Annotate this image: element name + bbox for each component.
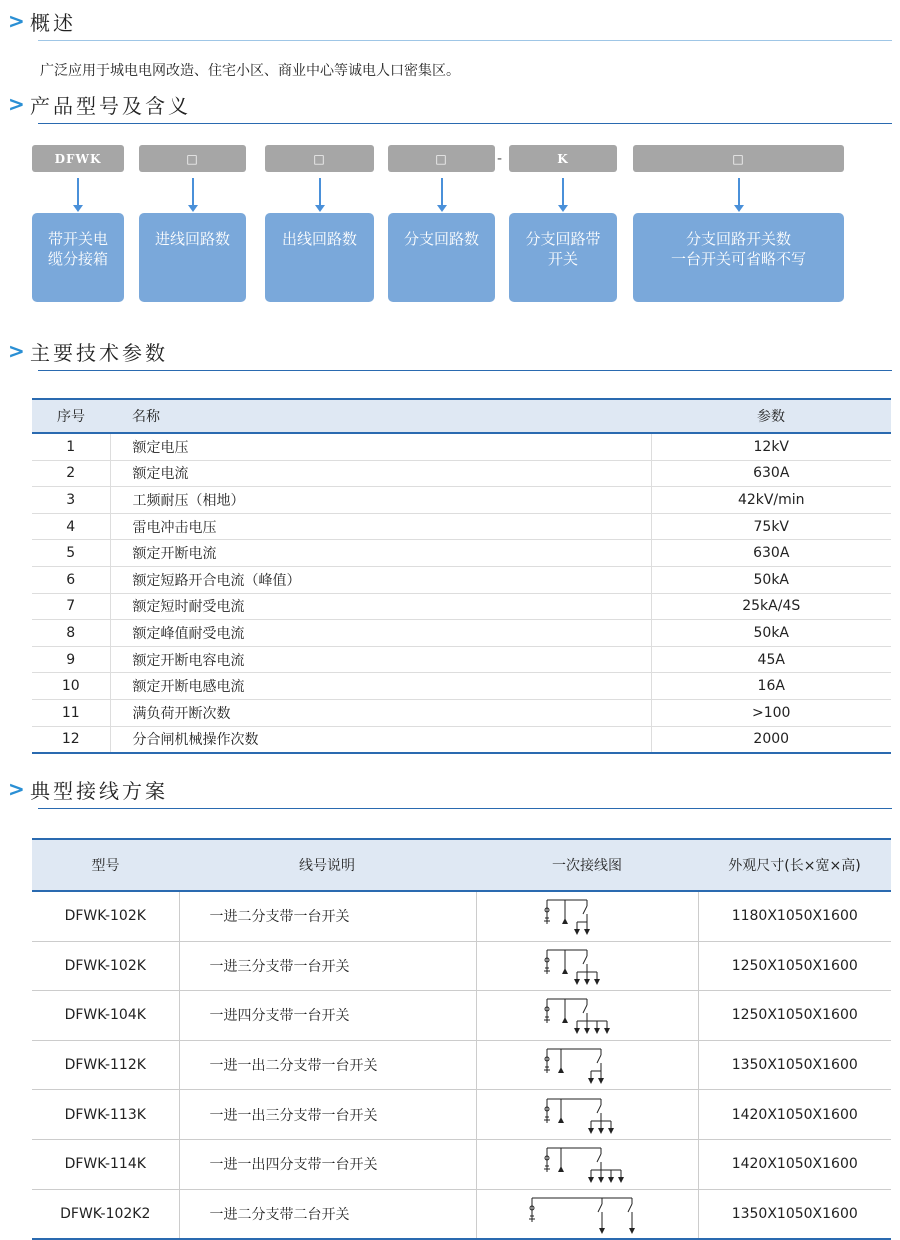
row-index: 4 bbox=[32, 513, 110, 540]
row-index: 6 bbox=[32, 566, 110, 593]
dimensions: 1350X1050X1600 bbox=[698, 1189, 891, 1239]
wiring-diagram-cell bbox=[476, 1090, 698, 1140]
table-row bbox=[32, 513, 891, 540]
inlet-feeder bbox=[544, 950, 550, 974]
section-divider bbox=[38, 123, 892, 124]
line-description: 一进二分支带一台开关 bbox=[179, 891, 476, 941]
model-number: DFWK-102K bbox=[32, 941, 179, 991]
param-value: 42kV/min bbox=[651, 487, 891, 514]
param-value: 75kV bbox=[651, 513, 891, 540]
param-name: 额定开断电流 bbox=[110, 540, 651, 567]
param-name: 额定峰值耐受电流 bbox=[110, 620, 651, 647]
table-row bbox=[32, 566, 891, 593]
model-desc-box: 分支回路带 开关 bbox=[509, 213, 617, 302]
model-code-k: K bbox=[509, 145, 617, 172]
model-number: DFWK-102K2 bbox=[32, 1189, 179, 1239]
table-row bbox=[32, 433, 891, 460]
param-value: 16A bbox=[651, 673, 891, 700]
param-name: 额定开断电感电流 bbox=[110, 673, 651, 700]
param-value: 12kV bbox=[651, 433, 891, 460]
arrow-down-icon bbox=[77, 178, 79, 206]
row-index: 7 bbox=[32, 593, 110, 620]
dimensions: 1180X1050X1600 bbox=[698, 891, 891, 941]
row-index: 2 bbox=[32, 460, 110, 487]
cable-feeder bbox=[562, 950, 568, 974]
model-title: 产品型号及含义 bbox=[30, 93, 191, 118]
table-row bbox=[32, 941, 891, 991]
table-row bbox=[32, 699, 891, 726]
load-switch bbox=[597, 1099, 601, 1119]
param-name: 分合闸机械操作次数 bbox=[110, 726, 651, 753]
param-value: 2000 bbox=[651, 726, 891, 753]
single-line-diagram bbox=[522, 1192, 652, 1236]
wiring-diagram-cell bbox=[476, 1040, 698, 1090]
model-desc-box: 出线回路数 bbox=[265, 213, 374, 302]
wiring-table bbox=[32, 838, 891, 1240]
line-description: 一进一出四分支带一台开关 bbox=[179, 1139, 476, 1189]
col-header: 一次接线图 bbox=[476, 839, 698, 891]
single-line-diagram bbox=[537, 1142, 637, 1186]
row-index: 8 bbox=[32, 620, 110, 647]
wiring-section bbox=[8, 774, 892, 804]
cable-feeder bbox=[562, 999, 568, 1023]
model-number: DFWK-114K bbox=[32, 1139, 179, 1189]
param-value: 630A bbox=[651, 460, 891, 487]
branch-arrow bbox=[598, 1128, 604, 1134]
branch-arrow bbox=[598, 1078, 604, 1084]
table-row bbox=[32, 1040, 891, 1090]
arrow-down-icon bbox=[441, 178, 443, 206]
table-row bbox=[32, 620, 891, 647]
branch-arrow bbox=[604, 1028, 610, 1034]
row-index: 5 bbox=[32, 540, 110, 567]
load-switch bbox=[583, 950, 587, 970]
model-number: DFWK-112K bbox=[32, 1040, 179, 1090]
wiring-diagram-cell bbox=[476, 1139, 698, 1189]
model-desc-box: 分支回路开关数 一台开关可省略不写 bbox=[633, 213, 844, 302]
branch-arrow bbox=[574, 929, 580, 935]
single-line-diagram bbox=[537, 1043, 637, 1087]
model-number: DFWK-102K bbox=[32, 891, 179, 941]
branch-arrow bbox=[594, 979, 600, 985]
overview-text: 广泛应用于城电电网改造、住宅小区、商业中心等诚电人口密集区。 bbox=[40, 63, 460, 79]
branch-arrow bbox=[584, 1028, 590, 1034]
inlet-feeder bbox=[529, 1198, 535, 1222]
load-switch bbox=[597, 1148, 601, 1168]
table-row bbox=[32, 593, 891, 620]
table-row bbox=[32, 891, 891, 941]
load-switch bbox=[597, 1049, 601, 1069]
chevron-right-icon: > bbox=[8, 339, 25, 363]
outlet-feeder bbox=[558, 1049, 564, 1073]
load-switch bbox=[583, 999, 587, 1019]
branch-arrow bbox=[574, 1028, 580, 1034]
section-divider bbox=[38, 370, 892, 371]
branch-arrow bbox=[608, 1128, 614, 1134]
wiring-diagram-cell bbox=[476, 941, 698, 991]
model-desc-box: 带开关电 缆分接箱 bbox=[32, 213, 124, 302]
overview-section bbox=[8, 6, 892, 79]
table-row bbox=[32, 991, 891, 1041]
dimensions: 1250X1050X1600 bbox=[698, 991, 891, 1041]
model-dash: - bbox=[497, 151, 503, 167]
dimensions: 1420X1050X1600 bbox=[698, 1090, 891, 1140]
section-divider bbox=[38, 808, 892, 809]
branch-arrow bbox=[584, 979, 590, 985]
single-line-diagram bbox=[537, 894, 637, 938]
col-header: 外观尺寸(长×宽×高) bbox=[698, 839, 891, 891]
table-row bbox=[32, 1090, 891, 1140]
dimensions: 1420X1050X1600 bbox=[698, 1139, 891, 1189]
arrow-down-icon bbox=[319, 178, 321, 206]
table-row bbox=[32, 1139, 891, 1189]
inlet-feeder bbox=[544, 1049, 550, 1073]
table-row bbox=[32, 646, 891, 673]
params-section bbox=[8, 336, 892, 366]
single-line-diagram bbox=[537, 1093, 637, 1137]
inlet-feeder bbox=[544, 999, 550, 1023]
arrow-down-icon bbox=[738, 178, 740, 206]
row-index: 10 bbox=[32, 673, 110, 700]
branch-arrow bbox=[584, 929, 590, 935]
param-name: 额定短时耐受电流 bbox=[110, 593, 651, 620]
branch-arrow bbox=[598, 1177, 604, 1183]
branch-arrow bbox=[618, 1177, 624, 1183]
cable-feeder bbox=[562, 900, 568, 924]
table-row bbox=[32, 460, 891, 487]
row-index: 1 bbox=[32, 433, 110, 460]
inlet-feeder bbox=[544, 900, 550, 924]
table-row bbox=[32, 1189, 891, 1239]
branch-arrow bbox=[588, 1078, 594, 1084]
table-row bbox=[32, 540, 891, 567]
outlet-feeder bbox=[558, 1148, 564, 1172]
table-row bbox=[32, 726, 891, 753]
dimensions: 1350X1050X1600 bbox=[698, 1040, 891, 1090]
chevron-right-icon: > bbox=[8, 92, 25, 116]
model-section bbox=[8, 89, 892, 119]
branch-arrow bbox=[608, 1177, 614, 1183]
row-index: 12 bbox=[32, 726, 110, 753]
col-header: 序号 bbox=[32, 399, 110, 433]
wiring-title: 典型接线方案 bbox=[30, 778, 168, 803]
chevron-right-icon: > bbox=[8, 777, 25, 801]
params-title: 主要技术参数 bbox=[30, 340, 168, 365]
line-description: 一进一出三分支带一台开关 bbox=[179, 1090, 476, 1140]
model-code-inlets: □ bbox=[139, 145, 246, 172]
cable-end bbox=[558, 1166, 564, 1172]
chevron-right-icon: > bbox=[8, 9, 25, 33]
branch-arrow bbox=[588, 1177, 594, 1183]
param-name: 工频耐压（相地） bbox=[110, 487, 651, 514]
model-desc-box: 进线回路数 bbox=[139, 213, 246, 302]
param-name: 额定电流 bbox=[110, 460, 651, 487]
row-index: 9 bbox=[32, 646, 110, 673]
param-name: 额定开断电容电流 bbox=[110, 646, 651, 673]
line-description: 一进一出二分支带一台开关 bbox=[179, 1040, 476, 1090]
line-description: 一进二分支带二台开关 bbox=[179, 1189, 476, 1239]
table-row bbox=[32, 673, 891, 700]
param-value: 630A bbox=[651, 540, 891, 567]
branch-arrow bbox=[574, 979, 580, 985]
param-value: 50kA bbox=[651, 620, 891, 647]
params-table bbox=[32, 398, 891, 754]
model-code-outlets: □ bbox=[265, 145, 374, 172]
row-index: 3 bbox=[32, 487, 110, 514]
section-divider bbox=[38, 40, 892, 41]
overview-title: 概述 bbox=[30, 10, 76, 35]
table-row bbox=[32, 487, 891, 514]
model-number: DFWK-104K bbox=[32, 991, 179, 1041]
arrow-down-icon bbox=[562, 178, 564, 206]
model-number: DFWK-113K bbox=[32, 1090, 179, 1140]
param-value: 50kA bbox=[651, 566, 891, 593]
outlet-feeder bbox=[558, 1099, 564, 1123]
branch-arrow bbox=[588, 1128, 594, 1134]
cable-end bbox=[558, 1067, 564, 1073]
model-code-switches: □ bbox=[633, 145, 844, 172]
single-line-diagram bbox=[537, 944, 637, 988]
col-header: 参数 bbox=[651, 399, 891, 433]
load-switch bbox=[583, 900, 587, 920]
param-name: 满负荷开断次数 bbox=[110, 699, 651, 726]
line-description: 一进四分支带一台开关 bbox=[179, 991, 476, 1041]
param-value: 25kA/4S bbox=[651, 593, 891, 620]
wiring-diagram-cell bbox=[476, 991, 698, 1041]
param-name: 雷电冲击电压 bbox=[110, 513, 651, 540]
inlet-feeder bbox=[544, 1099, 550, 1123]
col-header: 型号 bbox=[32, 839, 179, 891]
param-name: 额定电压 bbox=[110, 433, 651, 460]
col-header: 线号说明 bbox=[179, 839, 476, 891]
model-code-branches: □ bbox=[388, 145, 495, 172]
col-header: 名称 bbox=[110, 399, 651, 433]
wiring-diagram-cell bbox=[476, 1189, 698, 1239]
param-name: 额定短路开合电流（峰值） bbox=[110, 566, 651, 593]
load-switch bbox=[628, 1198, 635, 1234]
dimensions: 1250X1050X1600 bbox=[698, 941, 891, 991]
model-desc-box: 分支回路数 bbox=[388, 213, 495, 302]
model-code-dfwk: DFWK bbox=[32, 145, 124, 172]
param-value: 45A bbox=[651, 646, 891, 673]
wiring-diagram-cell bbox=[476, 891, 698, 941]
param-value: >100 bbox=[651, 699, 891, 726]
arrow-down-icon bbox=[192, 178, 194, 206]
branch-arrow bbox=[594, 1028, 600, 1034]
load-switch bbox=[598, 1198, 605, 1234]
cable-end bbox=[558, 1117, 564, 1123]
single-line-diagram bbox=[537, 993, 637, 1037]
row-index: 11 bbox=[32, 699, 110, 726]
line-description: 一进三分支带一台开关 bbox=[179, 941, 476, 991]
inlet-feeder bbox=[544, 1148, 550, 1172]
